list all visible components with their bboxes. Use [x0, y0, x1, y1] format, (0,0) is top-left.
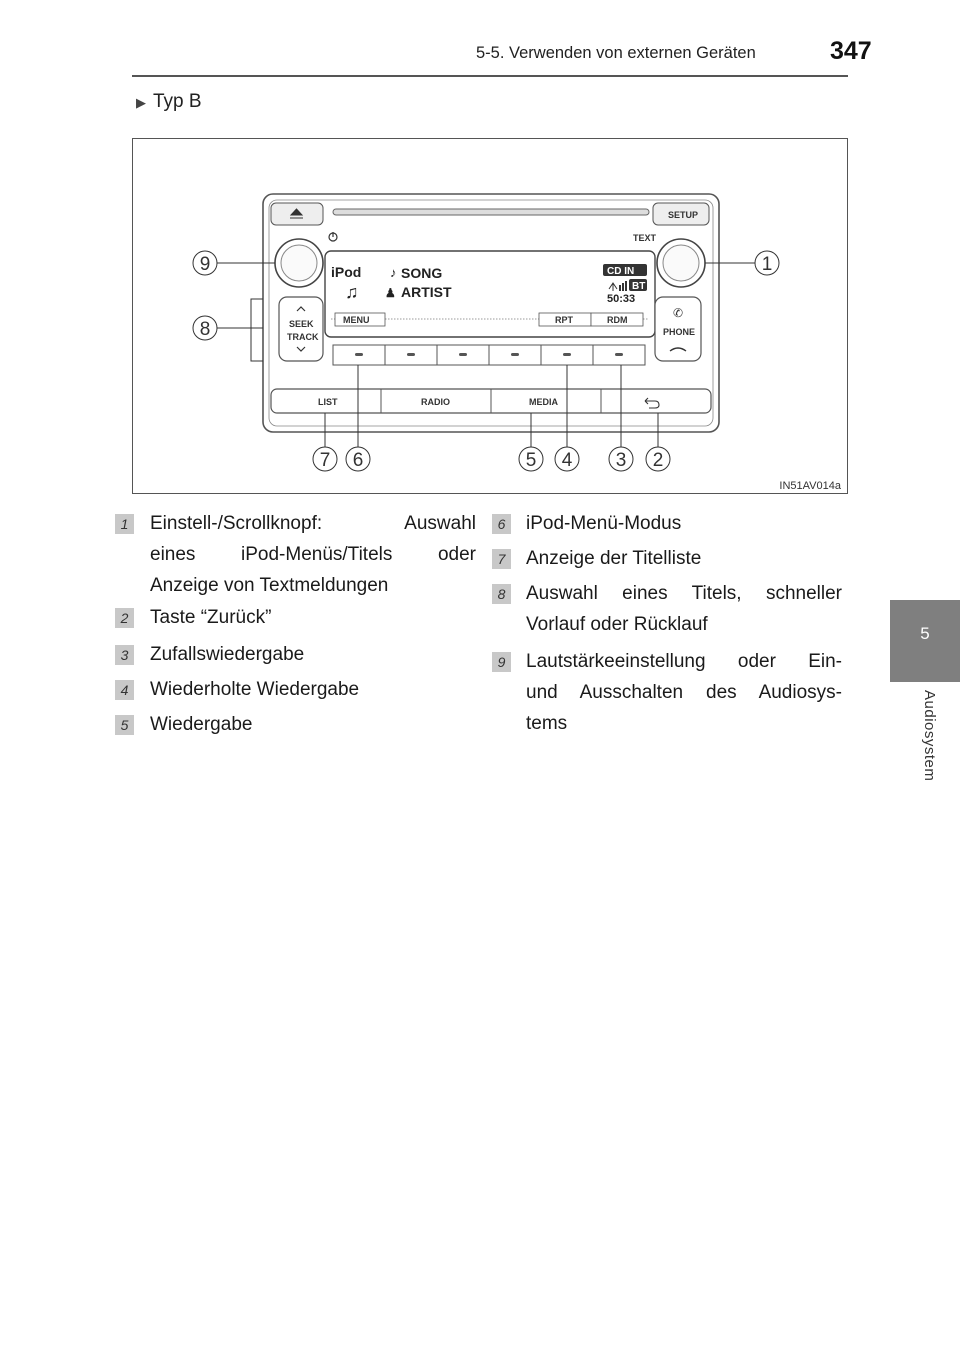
- callout-2: 2: [652, 450, 664, 471]
- bt-text: BT: [632, 281, 646, 292]
- callout-8: 8: [199, 319, 211, 340]
- legend-num-6: 6: [492, 514, 511, 534]
- legend-item-3: [150, 639, 476, 670]
- callout-1: 1: [761, 254, 773, 275]
- track-label: TRACK: [287, 332, 319, 342]
- text-label: TEXT: [633, 233, 657, 243]
- cd-slot: [333, 209, 649, 215]
- section-title: 5-5. Verwenden von externen Geräten: [476, 44, 756, 62]
- legend-item-6: [526, 508, 842, 539]
- legend-num-7: 7: [492, 549, 511, 569]
- figure-id: IN51AV014a: [779, 480, 841, 492]
- legend-text: eines iPod-Menüs/Titels oder: [150, 544, 476, 565]
- legend-text: tems: [526, 713, 568, 734]
- legend-text: Lautstärkeeinstellung oder Ein-: [526, 651, 842, 672]
- legend-num-3: 3: [115, 645, 134, 665]
- audio-unit-figure: [132, 138, 848, 494]
- lcd-source: iPod: [331, 264, 362, 280]
- person-icon: ♟: [385, 286, 396, 300]
- legend-item-1: [150, 508, 476, 601]
- triangle-right-icon: ▶: [136, 95, 146, 110]
- seek-label: SEEK: [289, 319, 314, 329]
- preset-buttons: [333, 345, 645, 365]
- legend-num-4: 4: [115, 680, 134, 700]
- legend-text: Wiedergabe: [150, 714, 253, 735]
- lcd-rdm-label: RDM: [607, 315, 628, 325]
- legend-text: Auswahl eines Titels, schneller: [526, 583, 842, 604]
- chapter-label: Audiosystem: [921, 690, 938, 782]
- cd-in-text: CD IN: [607, 266, 635, 277]
- legend-text: Zufallswiedergabe: [150, 644, 305, 665]
- callout-3: 3: [615, 450, 627, 471]
- chapter-number: 5: [920, 624, 930, 643]
- lcd-song: SONG: [401, 265, 443, 281]
- legend-text: Vorlauf oder Rücklauf: [526, 614, 708, 635]
- lcd-rpt-label: RPT: [555, 315, 573, 325]
- phone-pickup-icon: ✆: [673, 306, 684, 320]
- legend-text: iPod-Menü-Modus: [526, 513, 682, 534]
- legend-item-4: [150, 674, 476, 705]
- legend-num-9: 9: [492, 652, 511, 672]
- legend-num-2: 2: [115, 608, 134, 628]
- music-notes-icon: ♫: [345, 282, 359, 302]
- chapter-tab: [890, 600, 960, 682]
- legend-item-8: [526, 578, 842, 640]
- legend-item-2: [150, 602, 476, 633]
- phone-label: PHONE: [663, 327, 696, 337]
- callout-5: 5: [525, 450, 537, 471]
- legend-num-5: 5: [115, 715, 134, 735]
- lcd-artist: ARTIST: [401, 284, 452, 300]
- callout-7: 7: [319, 450, 331, 471]
- legend-item-9: [526, 646, 842, 739]
- legend-text: Anzeige von Textmeldungen: [150, 575, 389, 596]
- legend-text: Einstell-/Scrollknopf: Auswahl: [150, 513, 476, 534]
- page-number: 347: [830, 37, 872, 65]
- header-divider: [132, 75, 848, 77]
- legend-text: Taste “Zurück”: [150, 607, 272, 628]
- legend-num-1: 1: [115, 514, 134, 534]
- lcd-menu-label: MENU: [343, 315, 370, 325]
- setup-label: SETUP: [668, 210, 699, 220]
- callout-6: 6: [352, 450, 364, 471]
- legend-text: Wiederholte Wiedergabe: [150, 679, 360, 700]
- legend-item-7: [526, 543, 842, 574]
- legend-text: und Ausschalten des Audiosys-: [526, 682, 842, 703]
- callout-9: 9: [199, 254, 211, 275]
- legend-num-8: 8: [492, 584, 511, 604]
- legend-text: Anzeige der Titelliste: [526, 548, 702, 569]
- legend-item-5: [150, 709, 476, 740]
- audio-unit-illustration: [133, 139, 849, 495]
- lcd-time: 50:33: [607, 293, 636, 305]
- media-label: MEDIA: [529, 397, 558, 407]
- callout-4: 4: [561, 450, 573, 471]
- variant-label: Typ B: [153, 91, 202, 112]
- list-label: LIST: [318, 397, 338, 407]
- radio-label: RADIO: [421, 397, 450, 407]
- music-note-icon: ♪: [390, 265, 397, 280]
